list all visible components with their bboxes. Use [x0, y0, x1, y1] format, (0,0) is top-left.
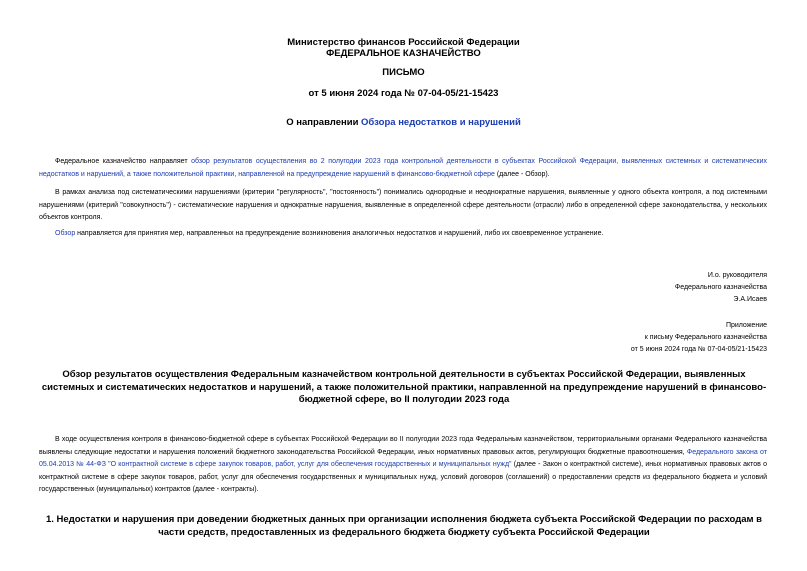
- paragraph-1-start: Федеральное казначейство направляет: [55, 158, 192, 165]
- appendix-block: [631, 320, 767, 356]
- review-link[interactable]: обзор результатов осуществления во 2 полугодии 2023 года контрольной деятельности в субъектах Российской Федерации, выявленных системных и систематических недостатков и нарушений, а также положительной практики, направленной на предупреждение нарушений в финансово-бюджетной сфере: [39, 158, 767, 178]
- appendix-date-number: от 5 июня 2024 года № 07-04-05/21-15423: [630, 346, 767, 353]
- document-type: ПИСЬМО: [382, 67, 425, 78]
- section-1-heading: 1. Недостатки и нарушения при доведении бюджетных данных при организации исполнения бюджета субъекта Российской Федерации по расходам в части средств, предоставленных из федерального бюджета бюджету субъекта Российской Федерации: [45, 514, 763, 538]
- review-title: Обзор результатов осуществления Федеральным казначейством контрольной деятельности в субъектах Российской Федерации, выявленных системных и систематических недостатков и нарушений, а также положительной практики, направленной на предупреждение нарушений в финансово-бюджетной сфере, во II полугодии 2023 года: [41, 369, 767, 405]
- review-intro-start: В ходе осуществления контроля в финансово-бюджетной сфере в субъектах Российской Федерации во II полугодии 2023 года Федеральным казначейством, территориальными органами Федерального казначейства выявлены следующие недостатки и нарушения положений бюджетного законодательства Российской Федерации, иных нормативных правовых актов, регулирующих бюджетные правоотношения,: [39, 436, 767, 456]
- signature-position: И.о. руководителя: [707, 272, 767, 279]
- law-link[interactable]: Федерального закона от 05.04.2013 № 44-ФЗ "О контрактной системе в сфере закупок товаров, работ, услуг для обеспечения государственных и муниципальных нужд": [39, 448, 767, 468]
- paragraph-3: [39, 228, 767, 241]
- review-intro: [39, 434, 767, 497]
- letter-subject: [0, 117, 807, 129]
- paragraph-2: В рамках анализа под систематическими нарушениями (критерии "регулярность", "постоянность") понимались однородные и неоднократные нарушения, выявленные у одного объекта контроля, а под системными нарушениями (критерий "совокупность") - систематические нарушения и однократные нарушения, выявленные в определенной сфере деятельности (отрасли) либо в определенной сфере законодательства, у нескольких объектов контроля.: [39, 189, 767, 221]
- subject-link[interactable]: Обзора недостатков и нарушений: [361, 117, 521, 128]
- ministry-name: Министерство финансов Российской Федерации: [287, 37, 520, 48]
- paragraph-1-end: (далее - Обзор).: [494, 170, 550, 178]
- signature-block: [675, 270, 767, 306]
- document-date-number: от 5 июня 2024 года № 07-04-05/21-15423: [308, 88, 499, 99]
- appendix-reference: к письму Федерального казначейства: [644, 334, 767, 341]
- signature-name: Э.А.Исаев: [733, 296, 767, 303]
- review-intro-end: (далее - Закон о контрактной системе), иных нормативных правовых актов о контрактной системе в сфере закупок товаров, работ, услуг для обеспечения государственных и муниципальных нужд, условий договоров (соглашений) о предоставлении средств из федерального бюджета и условий государственных (муниципальных) контрактов (далее - контракты).: [39, 461, 767, 493]
- appendix-label: Приложение: [725, 322, 767, 329]
- review-short-link[interactable]: Обзор: [55, 230, 76, 237]
- subject-prefix: О направлении: [286, 117, 362, 128]
- paragraph-1: [39, 156, 767, 181]
- signature-organization: Федерального казначейства: [674, 284, 767, 291]
- treasury-name: ФЕДЕРАЛЬНОЕ КАЗНАЧЕЙСТВО: [326, 48, 481, 59]
- paragraph-3-rest: направляется для принятия мер, направленных на предупреждение возникновения аналогичных недостатков и нарушений, либо их своевременное устранение.: [75, 230, 604, 237]
